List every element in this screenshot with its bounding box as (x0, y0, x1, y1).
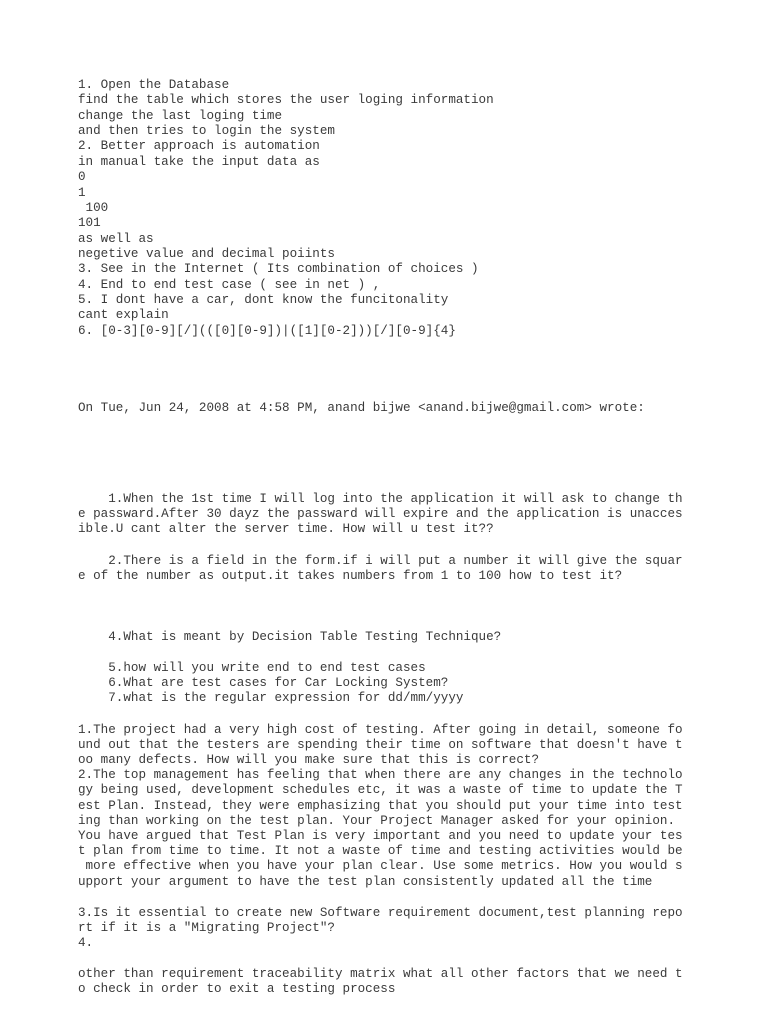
answer-line: 100 (78, 201, 109, 215)
answer-line: 0 (78, 170, 86, 184)
question-line: 6.What are test cases for Car Locking System? (78, 676, 449, 690)
question-line: und out that the testers are spending their time on software that doesn't have t (78, 738, 683, 752)
question-line: e passward.After 30 dayz the passward will expire and the application is unacces (78, 507, 683, 521)
answer-line: cant explain (78, 308, 169, 322)
question-line: o check in order to exit a testing process (78, 982, 396, 996)
answer-line: negetive value and decimal poiints (78, 247, 335, 261)
question-line: ing than working on the test plan. Your Project Manager asked for your opinion. (78, 814, 676, 828)
answer-line: 4. End to end test case ( see in net ) , (78, 278, 381, 292)
answer-line: in manual take the input data as (78, 155, 320, 169)
answer-line: 5. I dont have a car, dont know the funcitonality (78, 293, 449, 307)
question-line: 1.When the 1st time I will log into the application it will ask to change th (78, 492, 683, 506)
question-line: rt if it is a "Migrating Project"? (78, 921, 335, 935)
answer-line: 2. Better approach is automation (78, 139, 320, 153)
question-line: 2.There is a field in the form.if i will put a number it will give the squar (78, 554, 683, 568)
question-line: 3.Is it essential to create new Software requirement document,test planning repo (78, 906, 683, 920)
answer-line: as well as (78, 232, 154, 246)
answer-line: find the table which stores the user loging information (78, 93, 494, 107)
answer-line: 1. Open the Database (78, 78, 230, 92)
question-line: 4. (78, 936, 94, 950)
answer-line: 3. See in the Internet ( Its combination of choices ) (78, 262, 479, 276)
question-line: t plan from time to time. It not a waste of time and testing activities would be (78, 844, 683, 858)
question-line: e of the number as output.it takes numbers from 1 to 100 how to test it? (78, 569, 623, 583)
question-line: est Plan. Instead, they were emphasizing that you should put your time into test (78, 799, 683, 813)
question-line: upport your argument to have the test plan consistently updated all the time (78, 875, 653, 889)
question-line: 1.The project had a very high cost of testing. After going in detail, someone fo (78, 723, 683, 737)
question-line: more effective when you have your plan clear. Use some metrics. How you would s (78, 859, 683, 873)
quote-header: On Tue, Jun 24, 2008 at 4:58 PM, anand bijwe <anand.bijwe@gmail.com> wrote: (78, 401, 645, 415)
answer-line: 6. [0-3][0-9][/](([0][0-9])|([1][0-2]))[/][0-9]{4} (78, 324, 456, 338)
question-line: 7.what is the regular expression for dd/mm/yyyy (78, 691, 464, 705)
question-line: You have argued that Test Plan is very important and you need to update your tes (78, 829, 683, 843)
question-line: ible.U cant alter the server time. How will u test it?? (78, 522, 494, 536)
question-line: 5.how will you write end to end test cases (78, 661, 426, 675)
answer-line: 101 (78, 216, 101, 230)
answer-line: and then tries to login the system (78, 124, 335, 138)
question-line: 4.What is meant by Decision Table Testing Technique? (78, 630, 502, 644)
question-line: gy being used, development schedules etc, it was a waste of time to update the T (78, 783, 683, 797)
question-line: oo many defects. How will you make sure that this is correct? (78, 753, 540, 767)
answer-line: 1 (78, 186, 86, 200)
answer-line: change the last loging time (78, 109, 283, 123)
question-line: other than requirement traceability matrix what all other factors that we need t (78, 967, 683, 981)
question-line: 2.The top management has feeling that when there are any changes in the technolo (78, 768, 683, 782)
